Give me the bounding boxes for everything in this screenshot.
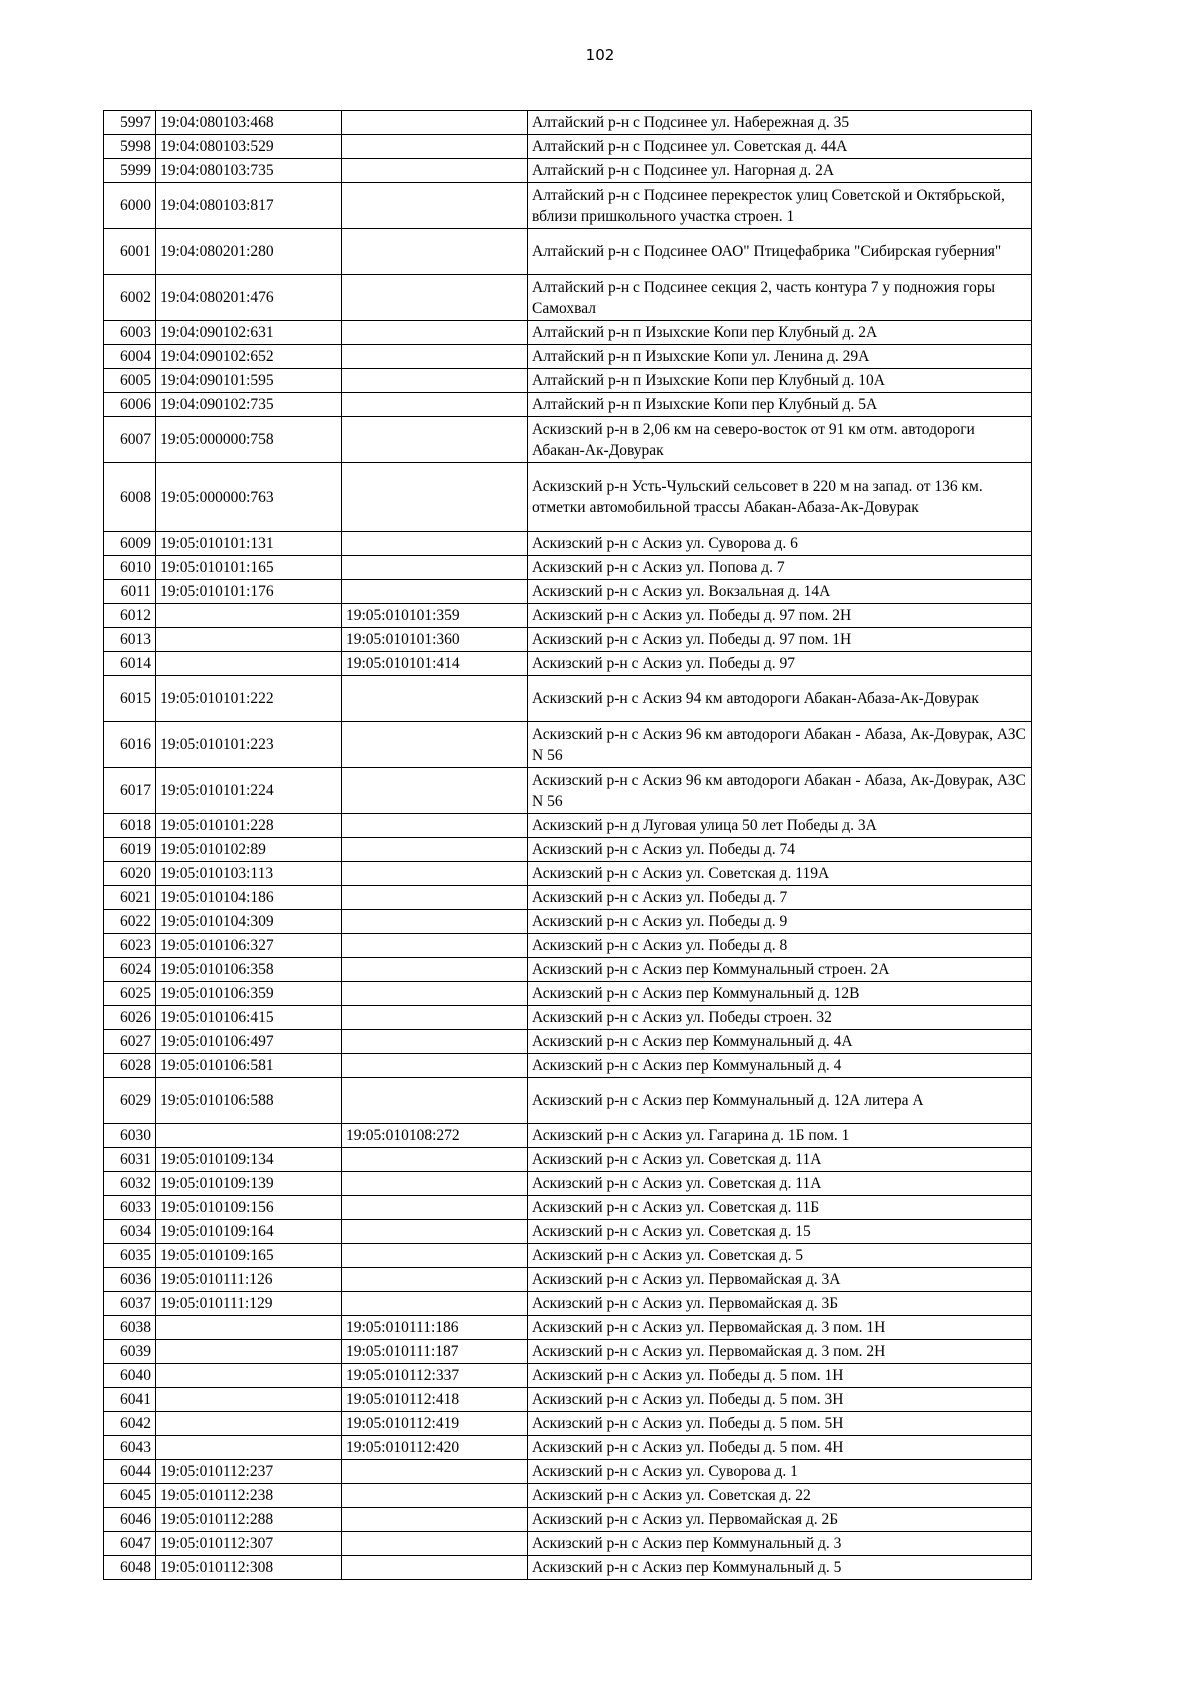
row-number-cell: 6022	[104, 910, 156, 934]
table-row	[104, 229, 1032, 275]
table-row	[104, 1436, 1032, 1460]
object-number-cell	[342, 135, 528, 159]
address-cell: Алтайский р-н п Изыхские Копи пер Клубный д. 10А	[528, 369, 1032, 393]
object-number-cell: 19:05:010112:337	[342, 1364, 528, 1388]
table-row	[104, 604, 1032, 628]
table-row	[104, 722, 1032, 768]
row-number-cell: 6019	[104, 838, 156, 862]
row-number-cell: 6031	[104, 1148, 156, 1172]
row-number-cell: 6029	[104, 1078, 156, 1124]
cadastral-number-cell: 19:05:010112:288	[156, 1508, 342, 1532]
table-row	[104, 1054, 1032, 1078]
cadastral-number-cell: 19:05:010112:308	[156, 1556, 342, 1580]
object-number-cell	[342, 532, 528, 556]
row-number-cell: 6014	[104, 652, 156, 676]
row-number-cell: 6013	[104, 628, 156, 652]
object-number-cell	[342, 838, 528, 862]
address-cell: Аскизский р-н с Аскиз ул. Победы д. 8	[528, 934, 1032, 958]
address-cell: Аскизский р-н с Аскиз ул. Победы д. 5 пом. 3Н	[528, 1388, 1032, 1412]
row-number-cell: 6044	[104, 1460, 156, 1484]
object-number-cell: 19:05:010111:186	[342, 1316, 528, 1340]
table-row	[104, 1268, 1032, 1292]
table-row	[104, 1292, 1032, 1316]
table-row	[104, 393, 1032, 417]
cadastral-number-cell: 19:05:010106:588	[156, 1078, 342, 1124]
object-number-cell	[342, 862, 528, 886]
cadastral-number-cell	[156, 604, 342, 628]
row-number-cell: 6046	[104, 1508, 156, 1532]
row-number-cell: 6012	[104, 604, 156, 628]
table-row	[104, 982, 1032, 1006]
table-row	[104, 532, 1032, 556]
table-row	[104, 628, 1032, 652]
object-number-cell	[342, 463, 528, 532]
row-number-cell: 6000	[104, 183, 156, 229]
object-number-cell	[342, 958, 528, 982]
object-number-cell	[342, 345, 528, 369]
object-number-cell: 19:05:010112:420	[342, 1436, 528, 1460]
row-number-cell: 6009	[104, 532, 156, 556]
address-cell: Аскизский р-н с Аскиз 96 км автодороги Абакан - Абаза, Ак-Довурак, АЗС N 56	[528, 768, 1032, 814]
cadastral-number-cell: 19:04:090102:652	[156, 345, 342, 369]
row-number-cell: 6048	[104, 1556, 156, 1580]
row-number-cell: 6038	[104, 1316, 156, 1340]
object-number-cell	[342, 393, 528, 417]
row-number-cell: 6005	[104, 369, 156, 393]
object-number-cell	[342, 1054, 528, 1078]
address-cell: Аскизский р-н с Аскиз пер Коммунальный д. 4	[528, 1054, 1032, 1078]
row-number-cell: 6027	[104, 1030, 156, 1054]
row-number-cell: 6023	[104, 934, 156, 958]
address-cell: Аскизский р-н с Аскиз ул. Советская д. 11Б	[528, 1196, 1032, 1220]
address-cell: Аскизский р-н с Аскиз ул. Победы д. 97	[528, 652, 1032, 676]
object-number-cell	[342, 321, 528, 345]
cadastral-number-cell: 19:05:010106:327	[156, 934, 342, 958]
cadastral-number-cell: 19:05:010106:359	[156, 982, 342, 1006]
table-row	[104, 111, 1032, 135]
cadastral-number-cell: 19:04:090102:735	[156, 393, 342, 417]
row-number-cell: 5999	[104, 159, 156, 183]
address-cell: Алтайский р-н п Изыхские Копи пер Клубный д. 5А	[528, 393, 1032, 417]
object-number-cell	[342, 1196, 528, 1220]
table-row	[104, 652, 1032, 676]
table-row	[104, 1556, 1032, 1580]
address-cell: Аскизский р-н с Аскиз ул. Советская д. 15	[528, 1220, 1032, 1244]
cadastral-number-cell: 19:04:080103:735	[156, 159, 342, 183]
table-row	[104, 1220, 1032, 1244]
object-number-cell	[342, 1244, 528, 1268]
row-number-cell: 6017	[104, 768, 156, 814]
cadastral-number-cell: 19:05:010112:307	[156, 1532, 342, 1556]
object-number-cell	[342, 1220, 528, 1244]
table-row	[104, 1388, 1032, 1412]
cadastral-number-cell: 19:05:010109:156	[156, 1196, 342, 1220]
table-row	[104, 417, 1032, 463]
table-row	[104, 886, 1032, 910]
cadastral-number-cell: 19:04:090102:631	[156, 321, 342, 345]
cadastral-number-cell: 19:05:010104:186	[156, 886, 342, 910]
object-number-cell	[342, 1460, 528, 1484]
address-cell: Алтайский р-н с Подсинее ОАО" Птицефабрика "Сибирская губерния"	[528, 229, 1032, 275]
address-cell: Аскизский р-н с Аскиз ул. Попова д. 7	[528, 556, 1032, 580]
object-number-cell	[342, 369, 528, 393]
row-number-cell: 6035	[104, 1244, 156, 1268]
object-number-cell	[342, 934, 528, 958]
object-number-cell: 19:05:010101:360	[342, 628, 528, 652]
object-number-cell	[342, 1508, 528, 1532]
cadastral-number-cell: 19:05:010106:415	[156, 1006, 342, 1030]
address-cell: Алтайский р-н с Подсинее секция 2, часть контура 7 у подножия горы Самохвал	[528, 275, 1032, 321]
row-number-cell: 6016	[104, 722, 156, 768]
cadastral-number-cell: 19:05:010101:165	[156, 556, 342, 580]
table-row	[104, 183, 1032, 229]
address-cell: Аскизский р-н с Аскиз ул. Первомайская д. 3 пом. 2Н	[528, 1340, 1032, 1364]
address-cell: Аскизский р-н с Аскиз пер Коммунальный строен. 2А	[528, 958, 1032, 982]
object-number-cell	[342, 275, 528, 321]
address-cell: Аскизский р-н с Аскиз пер Коммунальный д. 3	[528, 1532, 1032, 1556]
address-cell: Алтайский р-н с Подсинее ул. Советская д. 44А	[528, 135, 1032, 159]
object-number-cell: 19:05:010112:418	[342, 1388, 528, 1412]
address-cell: Аскизский р-н Усть-Чульский сельсовет в 220 м на запад. от 136 км. отметки автомобильной трассы Абакан-Абаза-Ак-Довурак	[528, 463, 1032, 532]
cadastral-number-cell	[156, 1436, 342, 1460]
address-cell: Аскизский р-н с Аскиз ул. Победы д. 97 пом. 2Н	[528, 604, 1032, 628]
object-number-cell	[342, 982, 528, 1006]
address-cell: Аскизский р-н с Аскиз 94 км автодороги Абакан-Абаза-Ак-Довурак	[528, 676, 1032, 722]
address-cell: Аскизский р-н с Аскиз ул. Первомайская д. 3 пом. 1Н	[528, 1316, 1032, 1340]
row-number-cell: 6024	[104, 958, 156, 982]
table-row	[104, 135, 1032, 159]
cadastral-number-cell: 19:04:080103:529	[156, 135, 342, 159]
address-cell: Аскизский р-н с Аскиз ул. Победы д. 74	[528, 838, 1032, 862]
table-row	[104, 556, 1032, 580]
address-cell: Аскизский р-н с Аскиз ул. Победы д. 9	[528, 910, 1032, 934]
object-number-cell	[342, 910, 528, 934]
table-row	[104, 345, 1032, 369]
cadastral-number-cell: 19:05:010102:89	[156, 838, 342, 862]
table-row	[104, 958, 1032, 982]
row-number-cell: 6018	[104, 814, 156, 838]
object-number-cell	[342, 556, 528, 580]
object-number-cell	[342, 1484, 528, 1508]
row-number-cell: 6001	[104, 229, 156, 275]
cadastral-number-cell	[156, 1364, 342, 1388]
address-cell: Аскизский р-н с Аскиз ул. Победы д. 7	[528, 886, 1032, 910]
row-number-cell: 6033	[104, 1196, 156, 1220]
address-cell: Аскизский р-н с Аскиз ул. Советская д. 22	[528, 1484, 1032, 1508]
cadastral-number-cell: 19:05:000000:763	[156, 463, 342, 532]
table-row	[104, 862, 1032, 886]
table-row	[104, 838, 1032, 862]
object-number-cell	[342, 886, 528, 910]
object-number-cell	[342, 1172, 528, 1196]
cadastral-number-cell	[156, 1412, 342, 1436]
address-cell: Аскизский р-н с Аскиз пер Коммунальный д. 5	[528, 1556, 1032, 1580]
address-cell: Алтайский р-н с Подсинее ул. Нагорная д. 2А	[528, 159, 1032, 183]
table-row	[104, 159, 1032, 183]
table-row	[104, 321, 1032, 345]
object-number-cell	[342, 722, 528, 768]
table-row	[104, 1460, 1032, 1484]
cadastral-number-cell: 19:05:010103:113	[156, 862, 342, 886]
registry-table	[103, 110, 1032, 1580]
object-number-cell: 19:05:010112:419	[342, 1412, 528, 1436]
address-cell: Аскизский р-н с Аскиз ул. Победы д. 5 пом. 1Н	[528, 1364, 1032, 1388]
table-row	[104, 580, 1032, 604]
table-row	[104, 1316, 1032, 1340]
object-number-cell: 19:05:010108:272	[342, 1124, 528, 1148]
address-cell: Аскизский р-н с Аскиз ул. Победы д. 97 пом. 1Н	[528, 628, 1032, 652]
address-cell: Аскизский р-н с Аскиз ул. Победы д. 5 пом. 4Н	[528, 1436, 1032, 1460]
row-number-cell: 6036	[104, 1268, 156, 1292]
registry-rows	[104, 111, 1032, 1580]
row-number-cell: 6041	[104, 1388, 156, 1412]
address-cell: Аскизский р-н с Аскиз 96 км автодороги Абакан - Абаза, Ак-Довурак, АЗС N 56	[528, 722, 1032, 768]
row-number-cell: 6015	[104, 676, 156, 722]
row-number-cell: 6043	[104, 1436, 156, 1460]
address-cell: Аскизский р-н с Аскиз ул. Суворова д. 6	[528, 532, 1032, 556]
object-number-cell	[342, 1148, 528, 1172]
address-cell: Аскизский р-н с Аскиз ул. Советская д. 11А	[528, 1172, 1032, 1196]
object-number-cell	[342, 159, 528, 183]
row-number-cell: 6010	[104, 556, 156, 580]
row-number-cell: 6034	[104, 1220, 156, 1244]
table-row	[104, 275, 1032, 321]
row-number-cell: 6025	[104, 982, 156, 1006]
object-number-cell	[342, 183, 528, 229]
object-number-cell	[342, 768, 528, 814]
address-cell: Аскизский р-н с Аскиз ул. Суворова д. 1	[528, 1460, 1032, 1484]
table-row	[104, 1078, 1032, 1124]
cadastral-number-cell: 19:05:010106:497	[156, 1030, 342, 1054]
object-number-cell	[342, 111, 528, 135]
cadastral-number-cell: 19:05:010101:176	[156, 580, 342, 604]
cadastral-number-cell: 19:05:010109:139	[156, 1172, 342, 1196]
cadastral-number-cell: 19:05:010109:164	[156, 1220, 342, 1244]
cadastral-number-cell: 19:04:080201:476	[156, 275, 342, 321]
address-cell: Алтайский р-н с Подсинее перекресток улиц Советской и Октябрьской, вблизи пришкольного участка строен. 1	[528, 183, 1032, 229]
row-number-cell: 5998	[104, 135, 156, 159]
row-number-cell: 6032	[104, 1172, 156, 1196]
address-cell: Аскизский р-н с Аскиз ул. Вокзальная д. 14А	[528, 580, 1032, 604]
address-cell: Аскизский р-н с Аскиз пер Коммунальный д. 4А	[528, 1030, 1032, 1054]
cadastral-number-cell: 19:05:010112:237	[156, 1460, 342, 1484]
row-number-cell: 6002	[104, 275, 156, 321]
address-cell: Аскизский р-н с Аскиз ул. Победы строен. 32	[528, 1006, 1032, 1030]
object-number-cell	[342, 1556, 528, 1580]
object-number-cell: 19:05:010101:359	[342, 604, 528, 628]
row-number-cell: 6037	[104, 1292, 156, 1316]
cadastral-number-cell: 19:05:010111:129	[156, 1292, 342, 1316]
cadastral-number-cell	[156, 1340, 342, 1364]
table-row	[104, 1030, 1032, 1054]
table-row	[104, 1340, 1032, 1364]
row-number-cell: 6008	[104, 463, 156, 532]
row-number-cell: 6042	[104, 1412, 156, 1436]
table-row	[104, 1148, 1032, 1172]
address-cell: Аскизский р-н д Луговая улица 50 лет Победы д. 3А	[528, 814, 1032, 838]
row-number-cell: 6006	[104, 393, 156, 417]
object-number-cell	[342, 417, 528, 463]
row-number-cell: 6028	[104, 1054, 156, 1078]
object-number-cell	[342, 1268, 528, 1292]
row-number-cell: 6004	[104, 345, 156, 369]
object-number-cell	[342, 676, 528, 722]
address-cell: Аскизский р-н с Аскиз ул. Победы д. 5 пом. 5Н	[528, 1412, 1032, 1436]
table-row	[104, 463, 1032, 532]
object-number-cell	[342, 1006, 528, 1030]
address-cell: Аскизский р-н с Аскиз ул. Советская д. 11А	[528, 1148, 1032, 1172]
address-cell: Алтайский р-н п Изыхские Копи пер Клубный д. 2А	[528, 321, 1032, 345]
cadastral-number-cell: 19:05:010101:131	[156, 532, 342, 556]
cadastral-number-cell: 19:05:010101:223	[156, 722, 342, 768]
cadastral-number-cell	[156, 1316, 342, 1340]
object-number-cell	[342, 1292, 528, 1316]
address-cell: Аскизский р-н с Аскиз пер Коммунальный д. 12В	[528, 982, 1032, 1006]
object-number-cell	[342, 814, 528, 838]
table-row	[104, 1172, 1032, 1196]
row-number-cell: 6011	[104, 580, 156, 604]
object-number-cell	[342, 1532, 528, 1556]
object-number-cell	[342, 1030, 528, 1054]
cadastral-number-cell: 19:05:010109:165	[156, 1244, 342, 1268]
row-number-cell: 6045	[104, 1484, 156, 1508]
row-number-cell: 6030	[104, 1124, 156, 1148]
cadastral-number-cell: 19:04:090101:595	[156, 369, 342, 393]
cadastral-number-cell: 19:05:010106:358	[156, 958, 342, 982]
row-number-cell: 6003	[104, 321, 156, 345]
address-cell: Аскизский р-н с Аскиз ул. Гагарина д. 1Б пом. 1	[528, 1124, 1032, 1148]
cadastral-number-cell: 19:04:080103:468	[156, 111, 342, 135]
cadastral-number-cell	[156, 652, 342, 676]
table-row	[104, 1532, 1032, 1556]
table-row	[104, 676, 1032, 722]
cadastral-number-cell: 19:05:010101:224	[156, 768, 342, 814]
row-number-cell: 6040	[104, 1364, 156, 1388]
cadastral-number-cell: 19:05:010106:581	[156, 1054, 342, 1078]
address-cell: Аскизский р-н с Аскиз пер Коммунальный д. 12А литера А	[528, 1078, 1032, 1124]
address-cell: Аскизский р-н с Аскиз ул. Советская д. 119А	[528, 862, 1032, 886]
table-row	[104, 814, 1032, 838]
table-row	[104, 910, 1032, 934]
address-cell: Аскизский р-н с Аскиз ул. Первомайская д. 2Б	[528, 1508, 1032, 1532]
address-cell: Аскизский р-н с Аскиз ул. Советская д. 5	[528, 1244, 1032, 1268]
cadastral-number-cell: 19:04:080201:280	[156, 229, 342, 275]
address-cell: Аскизский р-н с Аскиз ул. Первомайская д. 3А	[528, 1268, 1032, 1292]
row-number-cell: 6039	[104, 1340, 156, 1364]
cadastral-number-cell: 19:05:010112:238	[156, 1484, 342, 1508]
object-number-cell: 19:05:010101:414	[342, 652, 528, 676]
cadastral-number-cell	[156, 1388, 342, 1412]
object-number-cell	[342, 580, 528, 604]
address-cell: Аскизский р-н с Аскиз ул. Первомайская д. 3Б	[528, 1292, 1032, 1316]
table-row	[104, 934, 1032, 958]
table-row	[104, 369, 1032, 393]
cadastral-number-cell: 19:05:010101:222	[156, 676, 342, 722]
table-row	[104, 1508, 1032, 1532]
cadastral-number-cell: 19:05:010101:228	[156, 814, 342, 838]
cadastral-number-cell	[156, 628, 342, 652]
table-row	[104, 1244, 1032, 1268]
table-row	[104, 1196, 1032, 1220]
row-number-cell: 6026	[104, 1006, 156, 1030]
cadastral-number-cell: 19:05:010104:309	[156, 910, 342, 934]
cadastral-number-cell: 19:04:080103:817	[156, 183, 342, 229]
object-number-cell	[342, 1078, 528, 1124]
address-cell: Алтайский р-н п Изыхские Копи ул. Ленина д. 29А	[528, 345, 1032, 369]
table-row	[104, 1124, 1032, 1148]
table-row	[104, 1006, 1032, 1030]
row-number-cell: 5997	[104, 111, 156, 135]
object-number-cell	[342, 229, 528, 275]
table-row	[104, 1412, 1032, 1436]
cadastral-number-cell: 19:05:010111:126	[156, 1268, 342, 1292]
cadastral-number-cell	[156, 1124, 342, 1148]
row-number-cell: 6047	[104, 1532, 156, 1556]
address-cell: Алтайский р-н с Подсинее ул. Набережная д. 35	[528, 111, 1032, 135]
page-number: 102	[585, 46, 615, 64]
row-number-cell: 6020	[104, 862, 156, 886]
cadastral-number-cell: 19:05:000000:758	[156, 417, 342, 463]
address-cell: Аскизский р-н в 2,06 км на северо-восток от 91 км отм. автодороги Абакан-Ак-Довурак	[528, 417, 1032, 463]
row-number-cell: 6021	[104, 886, 156, 910]
table-row	[104, 768, 1032, 814]
table-row	[104, 1484, 1032, 1508]
object-number-cell: 19:05:010111:187	[342, 1340, 528, 1364]
table-row	[104, 1364, 1032, 1388]
cadastral-number-cell: 19:05:010109:134	[156, 1148, 342, 1172]
row-number-cell: 6007	[104, 417, 156, 463]
